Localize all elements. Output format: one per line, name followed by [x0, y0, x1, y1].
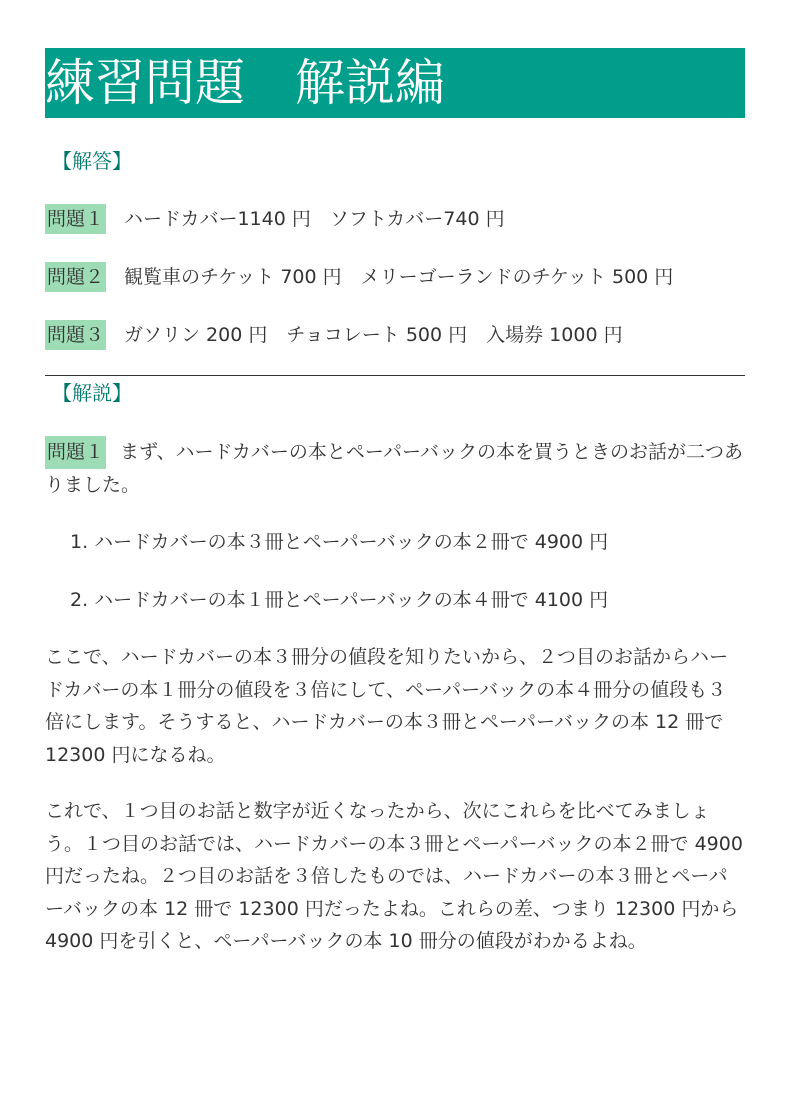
answer-item [45, 320, 623, 350]
problem1-intro [45, 436, 745, 501]
problem-tag: 問題１ [45, 436, 106, 469]
problem-tag: 問題２ [45, 262, 106, 292]
explanation-paragraph: ここで、ハードカバーの本３冊分の値段を知りたいから、２つ目のお話からハードカバーの本１冊分の値段を３倍にして、ペーパーバックの本４冊分の値段も３倍にします。そうすると、ハードカバーの本３冊とペーパーバックの本 12 冊で 12300 円になるね。 [45, 646, 729, 766]
list-item: 1. ハードカバーの本３冊とペーパーバックの本２冊で 4900 円 [70, 531, 609, 553]
explanation-heading: 【解説】 [52, 381, 132, 405]
list-item: 2. ハードカバーの本１冊とペーパーバックの本４冊で 4100 円 [70, 589, 609, 611]
problem-tag: 問題３ [45, 320, 106, 350]
section-divider [45, 375, 745, 376]
answer-text: 観覧車のチケット 700 円 メリーゴーランドのチケット 500 円 [124, 266, 674, 288]
intro-text: まず、ハードカバーの本とペーパーバックの本を買うときのお話が二つありました。 [45, 441, 744, 496]
problem-tag: 問題１ [45, 204, 106, 234]
page-title-text: 練習問題 解説編 [45, 54, 445, 112]
explanation-paragraph: これで、１つ目のお話と数字が近くなったから、次にこれらを比べてみましょう。１つ目のお話では、ハードカバーの本３冊とペーパーバックの本２冊で 4900 円だったね。２つ目のお話を３倍したものでは、ハードカバーの本３冊とペーパーバックの本 12 冊で 12300 円だったよね。これらの差、つまり 12300 円から 4900 円を引くと、ペーパーバックの本 10 冊分の値段がわかるよね。 [45, 800, 743, 952]
answer-heading: 【解答】 [52, 149, 132, 173]
answer-item [45, 204, 505, 234]
page-title [45, 48, 745, 118]
answer-text: ハードカバー1140 円 ソフトカバー740 円 [124, 208, 505, 230]
answer-text: ガソリン 200 円 チョコレート 500 円 入場券 1000 円 [124, 324, 623, 346]
answer-item [45, 262, 673, 292]
